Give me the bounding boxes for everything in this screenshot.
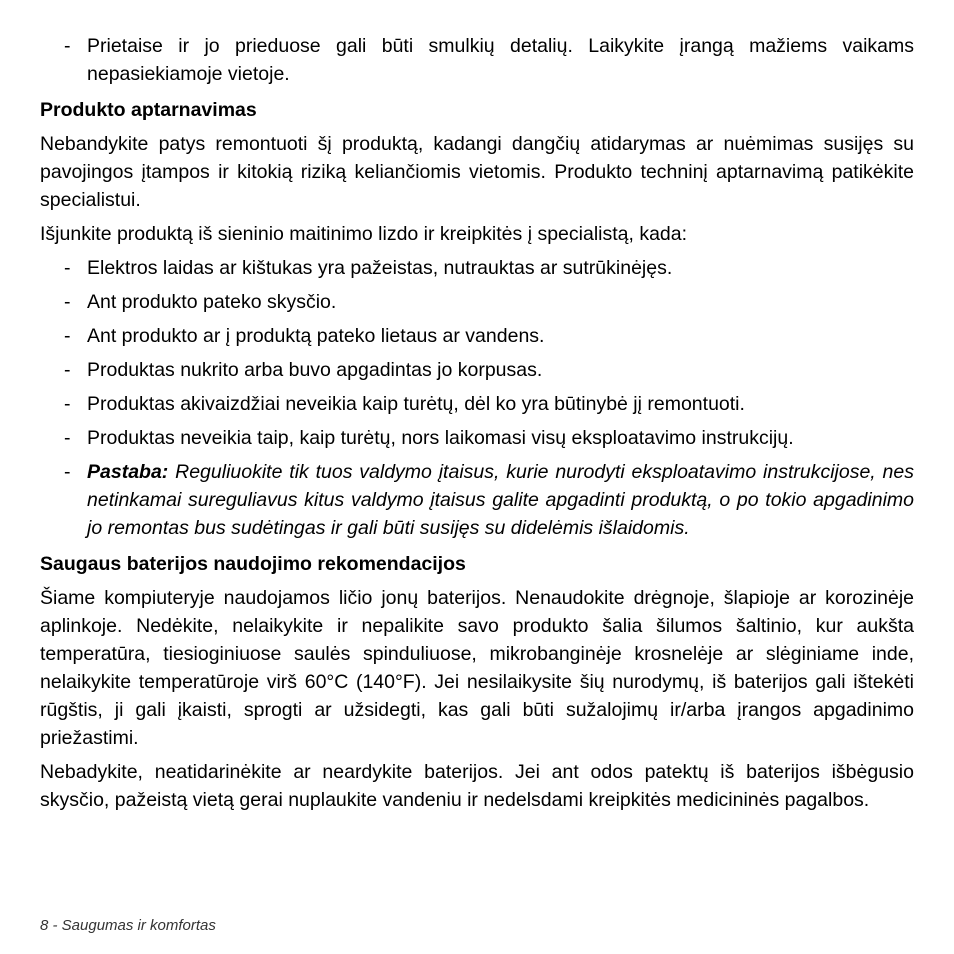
note-label: Pastaba: bbox=[87, 461, 169, 483]
list-item bbox=[40, 288, 914, 316]
bullet-text: Ant produkto pateko skysčio. bbox=[87, 291, 337, 313]
note-item bbox=[40, 458, 914, 542]
list-item bbox=[40, 32, 914, 88]
paragraph-battery-damage: Nebadykite, neatidarinėkite ar neardykite baterijos. Jei ant odos patektų iš baterijos išbėgusio skysčio, pažeistą vietą gerai nuplaukite vandeniu ir nedelsdami kreipkitės medicininės pagalbos. bbox=[40, 761, 914, 811]
bullet-text: Produktas nukrito arba buvo apgadintas jo korpusas. bbox=[87, 359, 543, 381]
list-item bbox=[40, 390, 914, 418]
list-item bbox=[40, 424, 914, 452]
list-item bbox=[40, 322, 914, 350]
bullet-text: Prietaise ir jo prieduose gali būti smulkių detalių. Laikykite įrangą mažiems vaikams nepasiekiamoje vietoje. bbox=[87, 35, 914, 85]
document-page bbox=[40, 32, 914, 820]
page-footer: 8 - Saugumas ir komfortas bbox=[40, 917, 216, 934]
bullet-dash: - bbox=[64, 35, 71, 57]
bullet-text: Produktas akivaizdžiai neveikia kaip turėtų, dėl ko yra būtinybė jį remontuoti. bbox=[87, 393, 745, 415]
bullet-text: Produktas neveikia taip, kaip turėtų, nors laikomasi visų eksploatavimo instrukcijų. bbox=[87, 427, 794, 449]
bullet-dash: - bbox=[64, 257, 71, 279]
bullet-dash: - bbox=[64, 461, 71, 483]
bullet-dash: - bbox=[64, 427, 71, 449]
bullet-dash: - bbox=[64, 325, 71, 347]
section-heading-battery: Saugaus baterijos naudojimo rekomendacijos bbox=[40, 553, 466, 575]
list-item bbox=[40, 356, 914, 384]
paragraph-unplug-instruction: Išjunkite produktą iš sieninio maitinimo lizdo ir kreipkitės į specialistą, kada: bbox=[40, 223, 688, 245]
bullet-text: Ant produkto ar į produktą pateko lietaus ar vandens. bbox=[87, 325, 545, 347]
paragraph-service-warning: Nebandykite patys remontuoti šį produktą, kadangi dangčių atidarymas ar nuėmimas susijęs su pavojingos įtampos ir kitokią riziką keliančiomis vietomis. Produkto techninį aptarnavimą patikėkite specialistui. bbox=[40, 133, 914, 211]
note-text: Reguliuokite tik tuos valdymo įtaisus, kurie nurodyti eksploatavimo instrukcijose, nes netinkamai sureguliavus kitus valdymo įtaisus galite apgadinti produktą, o po tokio apgadinimo jo remontas bus sudėtingas ir gali būti susijęs su didelėmis išlaidomis. bbox=[87, 461, 914, 539]
bullet-text: Elektros laidas ar kištukas yra pažeistas, nutrauktas ar sutrūkinėjęs. bbox=[87, 257, 673, 279]
bullet-dash: - bbox=[64, 393, 71, 415]
bullet-dash: - bbox=[64, 359, 71, 381]
section-heading-service: Produkto aptarnavimas bbox=[40, 99, 257, 121]
bullet-dash: - bbox=[64, 291, 71, 313]
paragraph-battery-usage: Šiame kompiuteryje naudojamos ličio jonų baterijos. Nenaudokite drėgnoje, šlapioje ar korozinėje aplinkoje. Nedėkite, nelaikykite ir nepalikite savo produkto šalia šilumos šaltinio, kur aukšta temperatūra, tiesioginiuose saulės spinduliuose, mikrobanginėje krosnelėje ar slėginiame inde, nelaikykite temperatūroje virš 60°C (140°F). Jei nesilaikysite šių nurodymų, iš baterijos gali ištekėti rūgštis, ji gali įkaisti, sprogti ar užsidegti, kas gali būti sužalojimų ir/arba įrangos apgadinimo priežastimi. bbox=[40, 587, 914, 749]
list-item bbox=[40, 254, 914, 282]
